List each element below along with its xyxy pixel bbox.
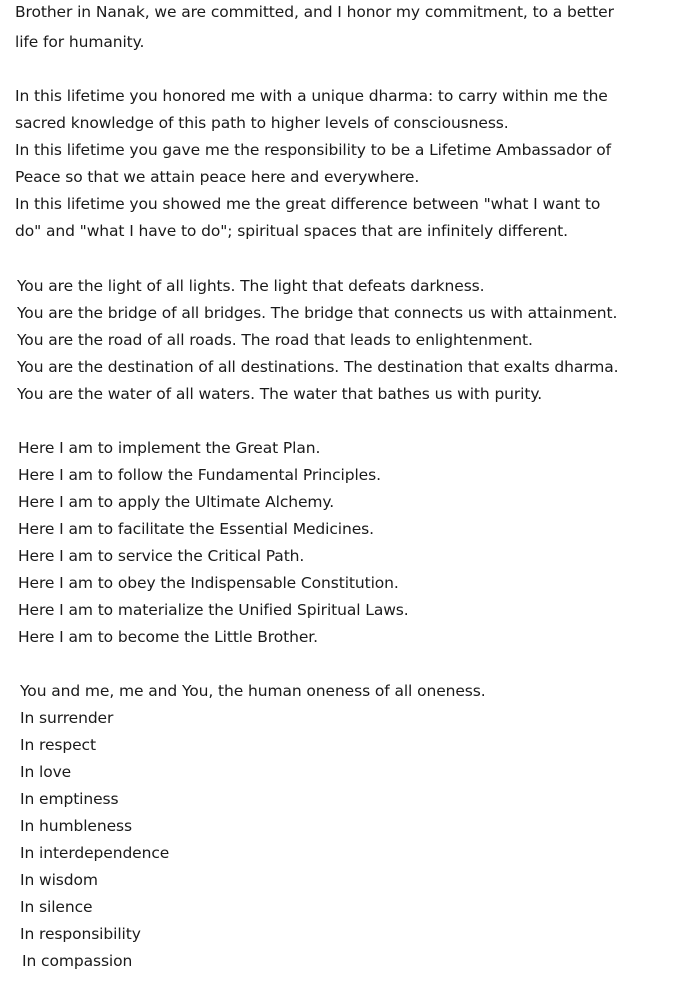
oneness-line-6: In humbleness — [20, 817, 132, 835]
intro-line-1: Brother in Nanak, we are committed, and I honor my commitment, to a better — [15, 3, 614, 21]
lifetime-line-5: In this lifetime you showed me the great difference between "what I want to — [15, 195, 601, 213]
here-i-am-line-3: Here I am to apply the Ultimate Alchemy. — [18, 493, 335, 511]
lifetime-line-2: sacred knowledge of this path to higher levels of consciousness. — [15, 114, 509, 132]
here-i-am-line-8: Here I am to become the Little Brother. — [18, 628, 318, 646]
here-i-am-line-5: Here I am to service the Critical Path. — [18, 547, 305, 565]
here-i-am-line-7: Here I am to materialize the Unified Spiritual Laws. — [18, 601, 409, 619]
lifetime-line-4: Peace so that we attain peace here and everywhere. — [15, 168, 420, 186]
here-i-am-line-1: Here I am to implement the Great Plan. — [18, 439, 321, 457]
you-are-line-1: You are the light of all lights. The light that defeats darkness. — [17, 277, 485, 295]
you-are-line-5: You are the water of all waters. The water that bathes us with purity. — [17, 385, 543, 403]
here-i-am-line-2: Here I am to follow the Fundamental Principles. — [18, 466, 381, 484]
oneness-line-10: In responsibility — [20, 925, 141, 943]
oneness-line-11: In compassion — [22, 952, 133, 970]
you-are-line-3: You are the road of all roads. The road that leads to enlightenment. — [17, 331, 533, 349]
oneness-line-5: In emptiness — [20, 790, 119, 808]
oneness-line-4: In love — [20, 763, 72, 781]
you-are-line-4: You are the destination of all destinations. The destination that exalts dharma. — [17, 358, 619, 376]
oneness-line-9: In silence — [20, 898, 93, 916]
oneness-line-8: In wisdom — [20, 871, 98, 889]
lifetime-line-3: In this lifetime you gave me the responsibility to be a Lifetime Ambassador of — [15, 141, 612, 159]
oneness-line-2: In surrender — [20, 709, 114, 727]
here-i-am-line-6: Here I am to obey the Indispensable Constitution. — [18, 574, 399, 592]
oneness-line-3: In respect — [20, 736, 96, 754]
lifetime-line-6: do" and "what I have to do"; spiritual spaces that are infinitely different. — [15, 222, 568, 240]
lifetime-line-1: In this lifetime you honored me with a unique dharma: to carry within me the — [15, 87, 608, 105]
oneness-line-1: You and me, me and You, the human oneness of all oneness. — [20, 682, 486, 700]
oneness-line-7: In interdependence — [20, 844, 170, 862]
here-i-am-line-4: Here I am to facilitate the Essential Medicines. — [18, 520, 374, 538]
intro-line-2: life for humanity. — [15, 33, 145, 51]
you-are-line-2: You are the bridge of all bridges. The bridge that connects us with attainment. — [17, 304, 618, 322]
